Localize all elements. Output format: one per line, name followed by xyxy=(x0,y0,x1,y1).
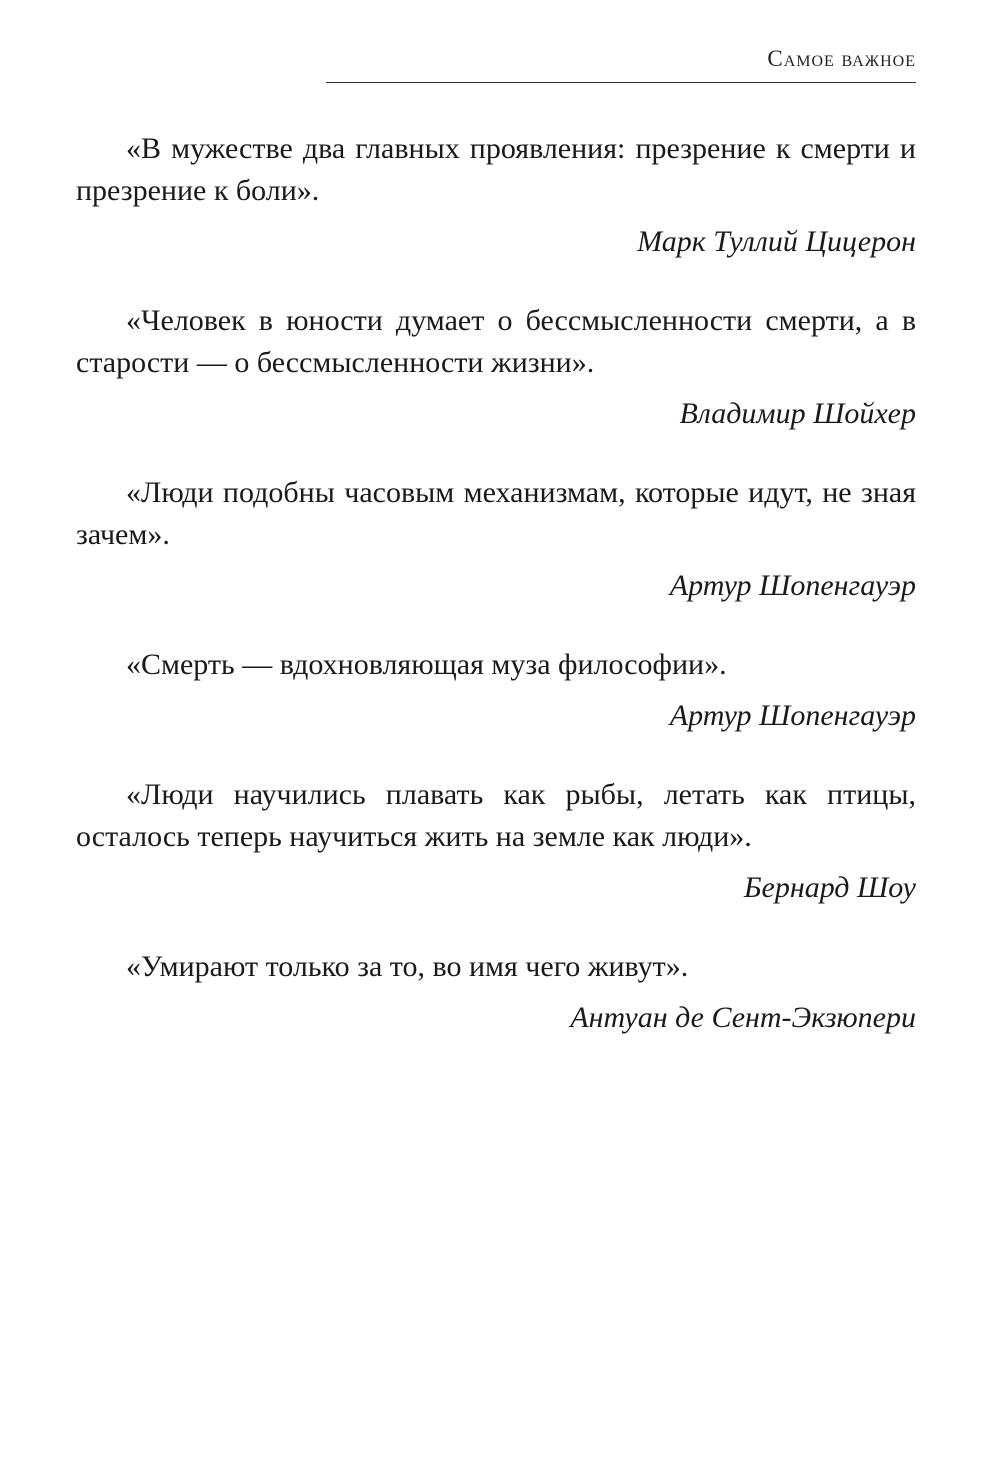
quote-block xyxy=(76,644,916,737)
quote-block xyxy=(76,128,916,263)
header-rule xyxy=(326,82,916,83)
quote-block xyxy=(76,774,916,909)
quote-author: Владимир Шойхер xyxy=(679,397,916,430)
quote-text: «Люди подобны часовым механизмам, которые идут, не зная зачем». xyxy=(76,476,916,551)
quote-author: Артур Шопенгауэр xyxy=(669,569,916,602)
quotes-list xyxy=(76,128,916,1076)
quote-block xyxy=(76,300,916,435)
quote-author: Артур Шопенгауэр xyxy=(669,699,916,732)
quote-author: Антуан де Сент-Экзюпери xyxy=(570,1001,916,1034)
running-head-title: Самое важное xyxy=(767,46,916,71)
quote-block xyxy=(76,946,916,1039)
quote-author: Бернард Шоу xyxy=(743,871,916,904)
quote-text: «Люди научились плавать как рыбы, летать как птицы, осталось теперь научиться жить на земле как люди». xyxy=(76,778,916,853)
quote-text: «Смерть — вдохновляющая муза философии». xyxy=(126,648,727,681)
quote-block xyxy=(76,472,916,607)
quote-text: «Человек в юности думает о бессмысленности смерти, а в старости — о бессмысленности жизни». xyxy=(76,304,916,379)
quote-text: «Умирают только за то, во имя чего живут». xyxy=(126,950,689,983)
quote-text: «В мужестве два главных проявления: презрение к смерти и презрение к боли». xyxy=(76,132,916,207)
quote-author: Марк Туллий Цицерон xyxy=(637,225,916,258)
